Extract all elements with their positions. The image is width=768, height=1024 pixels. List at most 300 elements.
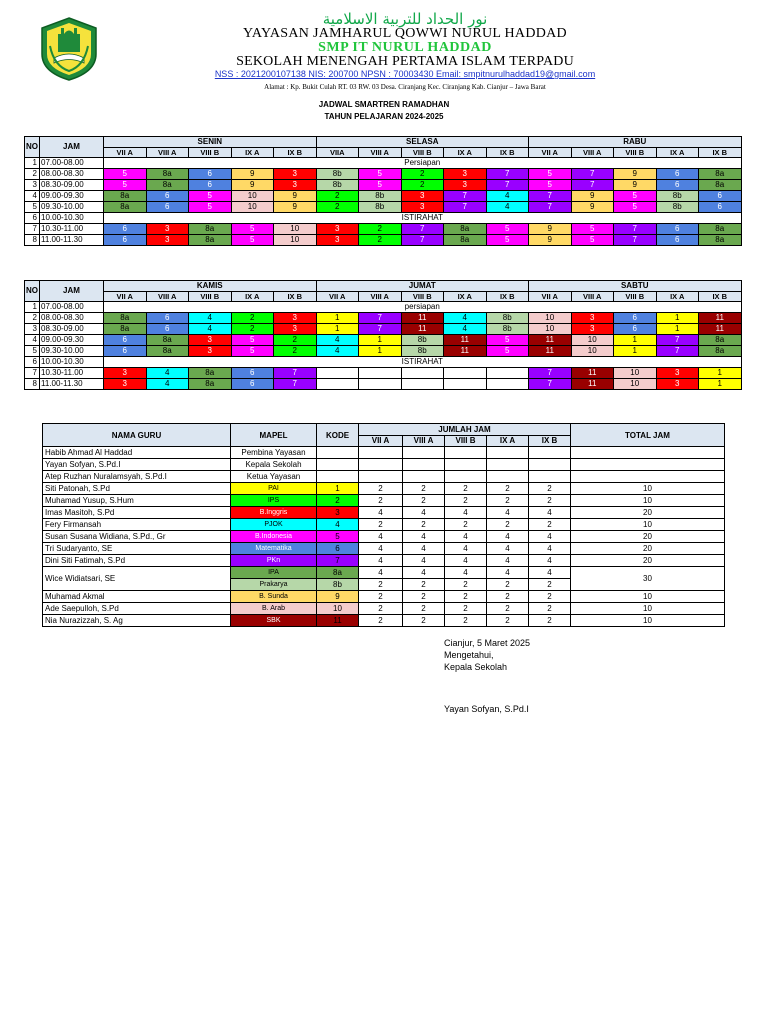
time-slot: 09.30-10.00 [40,346,104,357]
subject-cell: 7 [571,180,614,191]
subject-cell [316,368,359,379]
schedule-table-thu-sat [24,280,742,390]
subject-cell: 9 [274,191,317,202]
class-header: VIIA [316,148,359,158]
subject-cell: 5 [486,235,529,246]
hours-cell: 4 [445,543,487,555]
subject-cell: 10 [231,202,274,213]
day-header: SABTU [529,281,742,292]
table-row [43,519,725,531]
class-header: VIII A [359,292,402,302]
subject-cell: 8a [189,235,232,246]
hours-cell: 4 [445,555,487,567]
subject-cell: 5 [189,202,232,213]
subject-cell: 1 [316,313,359,324]
subject-cell: 7 [486,180,529,191]
hours-cell: 4 [445,567,487,579]
subject-code [317,459,359,471]
hours-cell: 2 [403,591,445,603]
table-row [25,324,742,335]
table-row [43,507,725,519]
subject-cell: 1 [359,346,402,357]
class-header: IX A [231,148,274,158]
subject-cell: 4 [486,202,529,213]
hours-cell: 4 [359,555,403,567]
class-header: VIII B [189,292,232,302]
subject-cell: 9 [529,224,572,235]
subject-cell: 5 [486,335,529,346]
hours-cell: 4 [487,543,529,555]
subject-cell: 8b [401,346,444,357]
total-hours [571,447,725,459]
time-slot: 11.00-11.30 [40,379,104,390]
row-number: 4 [25,335,40,346]
school-address: Alamat : Kp. Bukit Culah RT. 03 RW. 03 Desa. Ciranjang Kec. Ciranjang Kab. Cianjur – Jawa Barat [264,83,546,91]
subject-cell [401,368,444,379]
time-slot: 09.00-09.30 [40,191,104,202]
hours-cell [487,471,529,483]
subject-cell: 9 [231,169,274,180]
subject-cell: 10 [571,346,614,357]
subject-cell: 5 [104,180,147,191]
hours-cell: 4 [529,543,571,555]
subject-cell [316,379,359,390]
class-header: IX B [486,292,529,302]
hours-cell: 2 [445,591,487,603]
table-row [43,495,725,507]
class-header: VIII A [403,436,445,447]
row-number: 1 [25,302,40,313]
subject-cell: 9 [529,235,572,246]
subject-cell: 11 [529,346,572,357]
no-header: NO [25,281,40,302]
subject-cell: 8a [444,224,487,235]
class-header: VII A [529,148,572,158]
total-hours: 10 [571,495,725,507]
class-header: VIII B [614,148,657,158]
subject-cell: 6 [104,335,147,346]
subject-cell: 8a [699,169,742,180]
subject-cell: 4 [189,324,232,335]
subject-cell: 9 [231,180,274,191]
class-header: VIII A [571,292,614,302]
class-header: IX B [529,436,571,447]
hours-cell: 2 [445,519,487,531]
hours-cell: 2 [403,519,445,531]
table-row [25,180,742,191]
subject-cell: 5 [359,180,402,191]
subject-cell: 1 [316,324,359,335]
table-row [25,224,742,235]
subject-name: PJOK [231,519,317,531]
hours-cell: 4 [529,507,571,519]
teacher-name: Nia Nurazizzah, S. Ag [43,615,231,627]
subject-cell [401,379,444,390]
subject-cell: 3 [571,324,614,335]
subject-cell: 7 [274,368,317,379]
hours-cell: 2 [529,495,571,507]
subject-cell: 6 [656,169,699,180]
time-slot: 10.30-11.00 [40,224,104,235]
subject-code: 6 [317,543,359,555]
table-row [25,313,742,324]
row-number: 8 [25,379,40,390]
row-number: 8 [25,235,40,246]
subject-cell: 4 [486,191,529,202]
row-number: 2 [25,169,40,180]
class-header: VIII B [189,148,232,158]
subject-cell: 10 [571,335,614,346]
subject-cell: 10 [529,324,572,335]
subject-cell: 3 [146,224,189,235]
subject-cell: 8b [359,191,402,202]
subject-cell: 3 [274,313,317,324]
table-row [25,191,742,202]
subject-cell: 6 [146,324,189,335]
subject-cell: 5 [486,346,529,357]
subject-cell: 6 [614,313,657,324]
span-label: Persiapan [104,158,742,169]
acknowledged-label: Mengetahui, [444,650,494,660]
table-row [43,459,725,471]
subject-cell: 5 [231,346,274,357]
subject-cell: 7 [656,346,699,357]
hours-cell: 2 [487,519,529,531]
table-row [25,357,742,368]
total-hours: 20 [571,555,725,567]
row-number: 3 [25,180,40,191]
subject-cell: 8a [104,324,147,335]
subject-cell: 8a [699,224,742,235]
subject-cell: 7 [529,202,572,213]
subject-cell: 7 [401,224,444,235]
subject-cell: 2 [274,335,317,346]
table-row [25,335,742,346]
time-slot: 10.30-11.00 [40,368,104,379]
total-hours: 10 [571,483,725,495]
table-row [25,235,742,246]
subject-cell: 11 [571,368,614,379]
position-label: Kepala Sekolah [444,662,508,672]
subject-cell: 4 [189,313,232,324]
school-identifiers-link[interactable]: NSS : 2021200107138 NIS: 200700 NPSN : 70003430 Email: smpitnurulhaddad19@gmail.com [214,69,596,79]
subject-cell: 3 [189,335,232,346]
class-header: VIII A [146,148,189,158]
hours-cell: 2 [359,579,403,591]
subject-cell: 8a [104,191,147,202]
subject-cell: 8a [699,180,742,191]
kode-header: KODE [317,424,359,447]
total-hours: 20 [571,543,725,555]
subject-cell: 7 [614,235,657,246]
mapel-header: MAPEL [231,424,317,447]
class-header: IX A [656,148,699,158]
class-header: VIII B [401,148,444,158]
subject-cell: 1 [656,324,699,335]
hours-cell: 2 [403,483,445,495]
subject-code: 4 [317,519,359,531]
subject-cell: 7 [444,202,487,213]
row-number: 7 [25,368,40,379]
subject-cell: 5 [231,335,274,346]
subject-name: IPA [231,567,317,579]
subject-cell: 2 [316,202,359,213]
subject-name: Kepala Sekolah [231,459,317,471]
subject-cell: 5 [231,235,274,246]
hours-cell: 4 [487,555,529,567]
total-jam-header: TOTAL JAM [571,424,725,447]
subject-cell: 11 [444,335,487,346]
time-slot: 08.00-08.30 [40,313,104,324]
table-row [43,471,725,483]
hours-cell: 2 [529,615,571,627]
subject-cell: 8b [656,191,699,202]
row-number: 4 [25,191,40,202]
class-header: VII A [359,436,403,447]
subject-cell: 7 [444,191,487,202]
hours-cell: 2 [403,579,445,591]
subject-code: 2 [317,495,359,507]
subject-cell: 8b [316,169,359,180]
time-slot: 09.30-10.00 [40,202,104,213]
subject-cell: 6 [146,313,189,324]
subject-cell: 5 [614,191,657,202]
jumlah-jam-header: JUMLAH JAM [359,424,571,436]
subject-cell: 8a [189,368,232,379]
teacher-name: Muhamad Akmal [43,591,231,603]
subject-cell: 3 [104,368,147,379]
table-row [25,346,742,357]
subject-code: 7 [317,555,359,567]
hours-cell [487,447,529,459]
hours-cell: 4 [487,531,529,543]
subject-cell: 10 [614,379,657,390]
subject-cell: 4 [316,335,359,346]
table-row [25,202,742,213]
time-slot: 08.30-09.00 [40,180,104,191]
subject-cell: 9 [614,169,657,180]
hours-cell: 2 [529,519,571,531]
class-header: VII A [529,292,572,302]
subject-code [317,471,359,483]
subject-cell: 1 [656,313,699,324]
subject-cell: 6 [656,180,699,191]
table-row [43,483,725,495]
subject-cell: 11 [699,324,742,335]
subject-name: B.Indonesia [231,531,317,543]
hours-cell: 2 [487,495,529,507]
hours-cell: 2 [529,483,571,495]
subject-cell: 3 [656,368,699,379]
span-label: persiapan [104,302,742,313]
time-slot: 07.00-08.00 [40,158,104,169]
principal-name: Yayan Sofyan, S.Pd.I [444,704,529,714]
subject-code: 1 [317,483,359,495]
subject-cell: 5 [231,224,274,235]
subject-cell: 8b [486,313,529,324]
subject-cell: 9 [274,202,317,213]
subject-cell: 6 [104,346,147,357]
hours-cell [445,447,487,459]
table-row [43,447,725,459]
hours-cell: 2 [529,579,571,591]
subject-name: B. Sunda [231,591,317,603]
subject-cell: 8a [444,235,487,246]
hours-cell [529,447,571,459]
row-number: 5 [25,346,40,357]
subject-cell: 8a [699,235,742,246]
letterhead [0,0,768,100]
subject-code: 8b [317,579,359,591]
subject-cell: 7 [529,379,572,390]
subject-cell: 8a [699,335,742,346]
subject-cell: 4 [444,324,487,335]
hours-cell: 4 [403,543,445,555]
hours-cell: 4 [359,543,403,555]
subject-cell: 3 [444,169,487,180]
subject-cell: 5 [359,169,402,180]
class-header: IX B [274,148,317,158]
subject-cell: 5 [571,235,614,246]
hours-cell [359,459,403,471]
subject-cell: 6 [104,235,147,246]
day-header: SENIN [104,137,317,148]
subject-cell: 11 [529,335,572,346]
class-header: IX A [656,292,699,302]
subject-cell: 1 [614,335,657,346]
subject-cell: 3 [274,180,317,191]
subject-cell: 5 [614,202,657,213]
class-header: IX A [444,148,487,158]
subject-cell: 8a [146,169,189,180]
nama-guru-header: NAMA GURU [43,424,231,447]
school-logo-icon [36,16,102,82]
class-header: VIII B [614,292,657,302]
hours-cell: 2 [445,483,487,495]
subject-cell: 8b [486,324,529,335]
subject-code: 3 [317,507,359,519]
class-header: IX B [274,292,317,302]
hours-cell [403,447,445,459]
hours-cell [445,471,487,483]
table-row [43,531,725,543]
table-row [43,555,725,567]
hours-cell: 4 [403,567,445,579]
subject-cell: 9 [614,180,657,191]
hours-cell [359,447,403,459]
subject-code: 5 [317,531,359,543]
subject-cell: 8a [189,224,232,235]
subject-cell: 6 [104,224,147,235]
school-type: SEKOLAH MENENGAH PERTAMA ISLAM TERPADU [236,54,574,69]
day-header: KAMIS [104,281,317,292]
subject-cell: 11 [401,313,444,324]
hours-cell [487,459,529,471]
subject-cell: 11 [444,346,487,357]
subject-cell: 3 [444,180,487,191]
subject-name: PAI [231,483,317,495]
subject-cell: 7 [529,368,572,379]
subject-cell: 3 [316,235,359,246]
hours-cell: 2 [359,483,403,495]
subject-name: Matematika [231,543,317,555]
subject-cell: 5 [104,169,147,180]
subject-name: IPS [231,495,317,507]
subject-cell: 1 [359,335,402,346]
total-hours: 20 [571,531,725,543]
row-number: 7 [25,224,40,235]
subject-cell: 6 [699,191,742,202]
schedule-table-mon-wed [24,136,742,246]
subject-cell: 4 [444,313,487,324]
hours-cell [529,459,571,471]
subject-cell: 10 [274,224,317,235]
hours-cell: 4 [403,531,445,543]
hours-cell [445,459,487,471]
subject-cell: 7 [359,324,402,335]
class-header: VIII A [146,292,189,302]
day-header: RABU [529,137,742,148]
no-header: NO [25,137,40,158]
subject-cell: 2 [359,224,402,235]
subject-cell: 3 [146,235,189,246]
teacher-name: Fery Firmansah [43,519,231,531]
class-header: VII A [316,292,359,302]
subject-cell: 8b [359,202,402,213]
subject-cell: 2 [359,235,402,246]
subject-cell: 6 [146,191,189,202]
hours-cell [403,471,445,483]
span-label: ISTIRAHAT [104,213,742,224]
hours-cell: 4 [529,531,571,543]
subject-cell: 9 [571,191,614,202]
hours-cell: 2 [487,591,529,603]
hours-cell [403,459,445,471]
subject-cell [486,379,529,390]
subject-cell: 7 [656,335,699,346]
subject-name: Pembina Yayasan [231,447,317,459]
hours-cell: 2 [359,591,403,603]
subject-name: SBK [231,615,317,627]
table-row [25,169,742,180]
subject-cell: 6 [656,235,699,246]
time-slot: 09.00-09.30 [40,335,104,346]
subject-cell: 10 [614,368,657,379]
subject-cell: 3 [274,324,317,335]
teacher-name: Atep Ruzhan Nuralamsyah, S.Pd.I [43,471,231,483]
row-number: 6 [25,213,40,224]
subject-code [317,447,359,459]
teacher-name: Tri Sudaryanto, SE [43,543,231,555]
hours-cell: 4 [529,567,571,579]
class-header: VII A [104,292,147,302]
subject-cell: 8a [699,346,742,357]
subject-cell: 6 [699,202,742,213]
jam-header: JAM [40,137,104,158]
teacher-name: Imas Masitoh, S.Pd [43,507,231,519]
subject-cell: 1 [699,379,742,390]
subject-name: Prakarya [231,579,317,591]
subject-code: 10 [317,603,359,615]
class-header: VIII B [445,436,487,447]
teacher-name: Yayan Sofyan, S.Pd.I [43,459,231,471]
time-slot: 08.30-09.00 [40,324,104,335]
table-row [25,302,742,313]
table-row [43,603,725,615]
subject-cell: 11 [571,379,614,390]
subject-cell: 6 [189,169,232,180]
class-header: VIII B [401,292,444,302]
